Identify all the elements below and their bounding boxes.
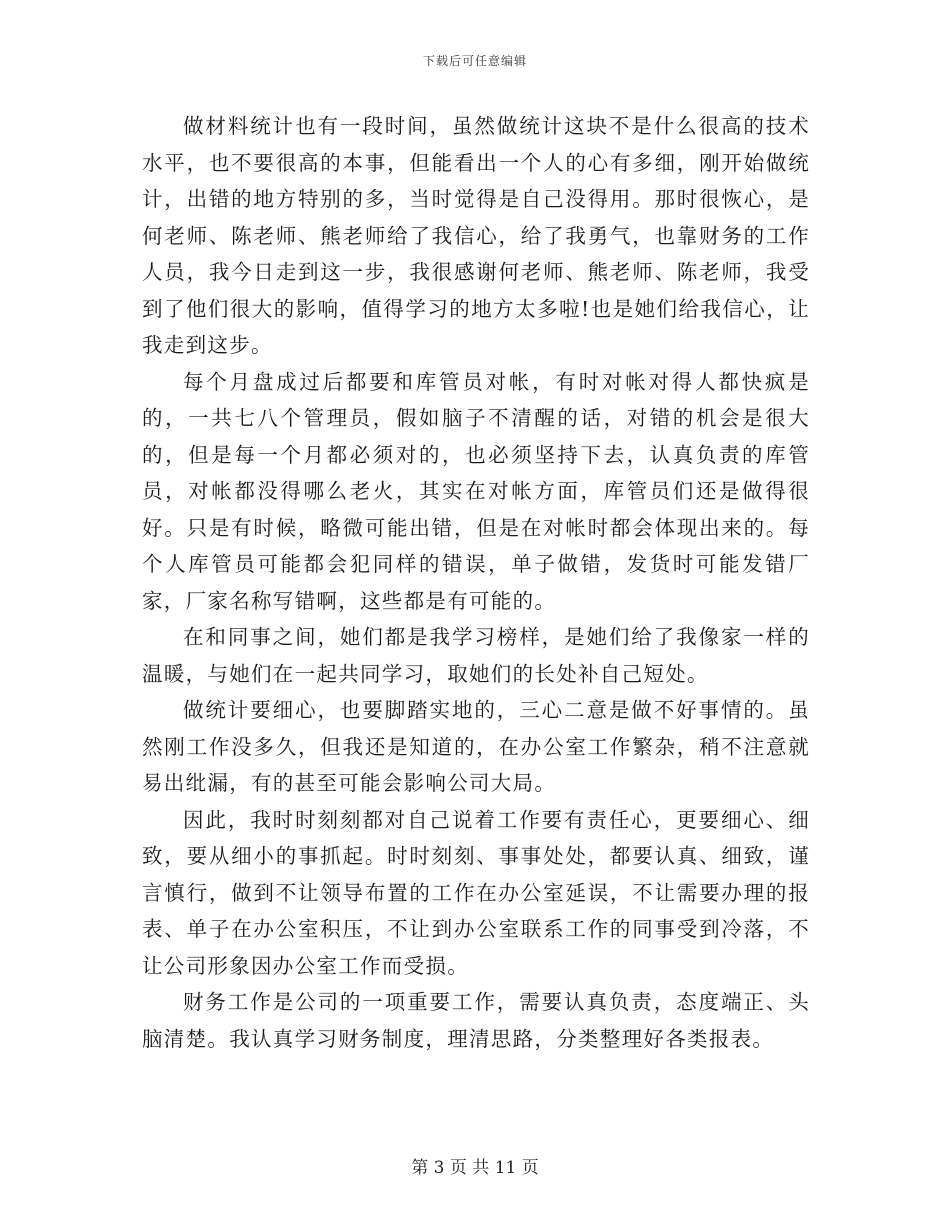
page-number-footer: 第 3 页 共 11 页 xyxy=(411,1158,539,1178)
document-body xyxy=(142,108,810,1057)
paragraph-1: 做材料统计也有一段时间，虽然做统计这块不是什么很高的技术水平，也不要很高的本事，但能看出一个人的心有多细，刚开始做统计，出错的地方特别的多，当时觉得是自己没得用。那时很恢心，是何老师、陈老师、熊老师给了我信心，给了我勇气，也靠财务的工作人员，我今日走到这一步，我很感谢何老师、熊老师、陈老师，我受到了他们很大的影响，值得学习的地方太多啦!也是她们给我信心，让我走到这步。 xyxy=(142,114,810,357)
paragraph-4: 做统计要细心，也要脚踏实地的，三心二意是做不好事情的。虽然刚工作没多久，但我还是知道的，在办公室工作繁杂，稍不注意就易出纰漏，有的甚至可能会影响公司大局。 xyxy=(142,698,810,795)
page-header: 下载后可任意编辑 xyxy=(422,54,527,68)
paragraph-3: 在和同事之间，她们都是我学习榜样，是她们给了我像家一样的温暖，与她们在一起共同学习，取她们的长处补自己短处。 xyxy=(142,625,810,686)
paragraph-5: 因此，我时时刻刻都对自己说着工作要有责任心，更要细心、细致，要从细小的事抓起。时时刻刻、事事处处，都要认真、细致，谨言慎行，做到不让领导布置的工作在办公室延误，不让需要办理的报表、单子在办公室积压，不让到办公室联系工作的同事受到冷落，不让公司形象因办公室工作而受损。 xyxy=(142,807,810,978)
paragraph-2: 每个月盘成过后都要和库管员对帐，有时对帐对得人都快疯是的，一共七八个管理员，假如脑子不清醒的话，对错的机会是很大的，但是每一个月都必须对的，也必须坚持下去，认真负责的库管员，对帐都没得哪么老火，其实在对帐方面，库管员们还是做得很好。只是有时候，略微可能出错，但是在对帐时都会体现出来的。每个人库管员可能都会犯同样的错误，单子做错，发货时可能发错厂家，厂家名称写错啊，这些都是有可能的。 xyxy=(142,369,810,613)
paragraph-6: 财务工作是公司的一项重要工作，需要认真负责，态度端正、头脑清楚。我认真学习财务制度，理清思路，分类整理好各类报表。 xyxy=(142,990,810,1051)
